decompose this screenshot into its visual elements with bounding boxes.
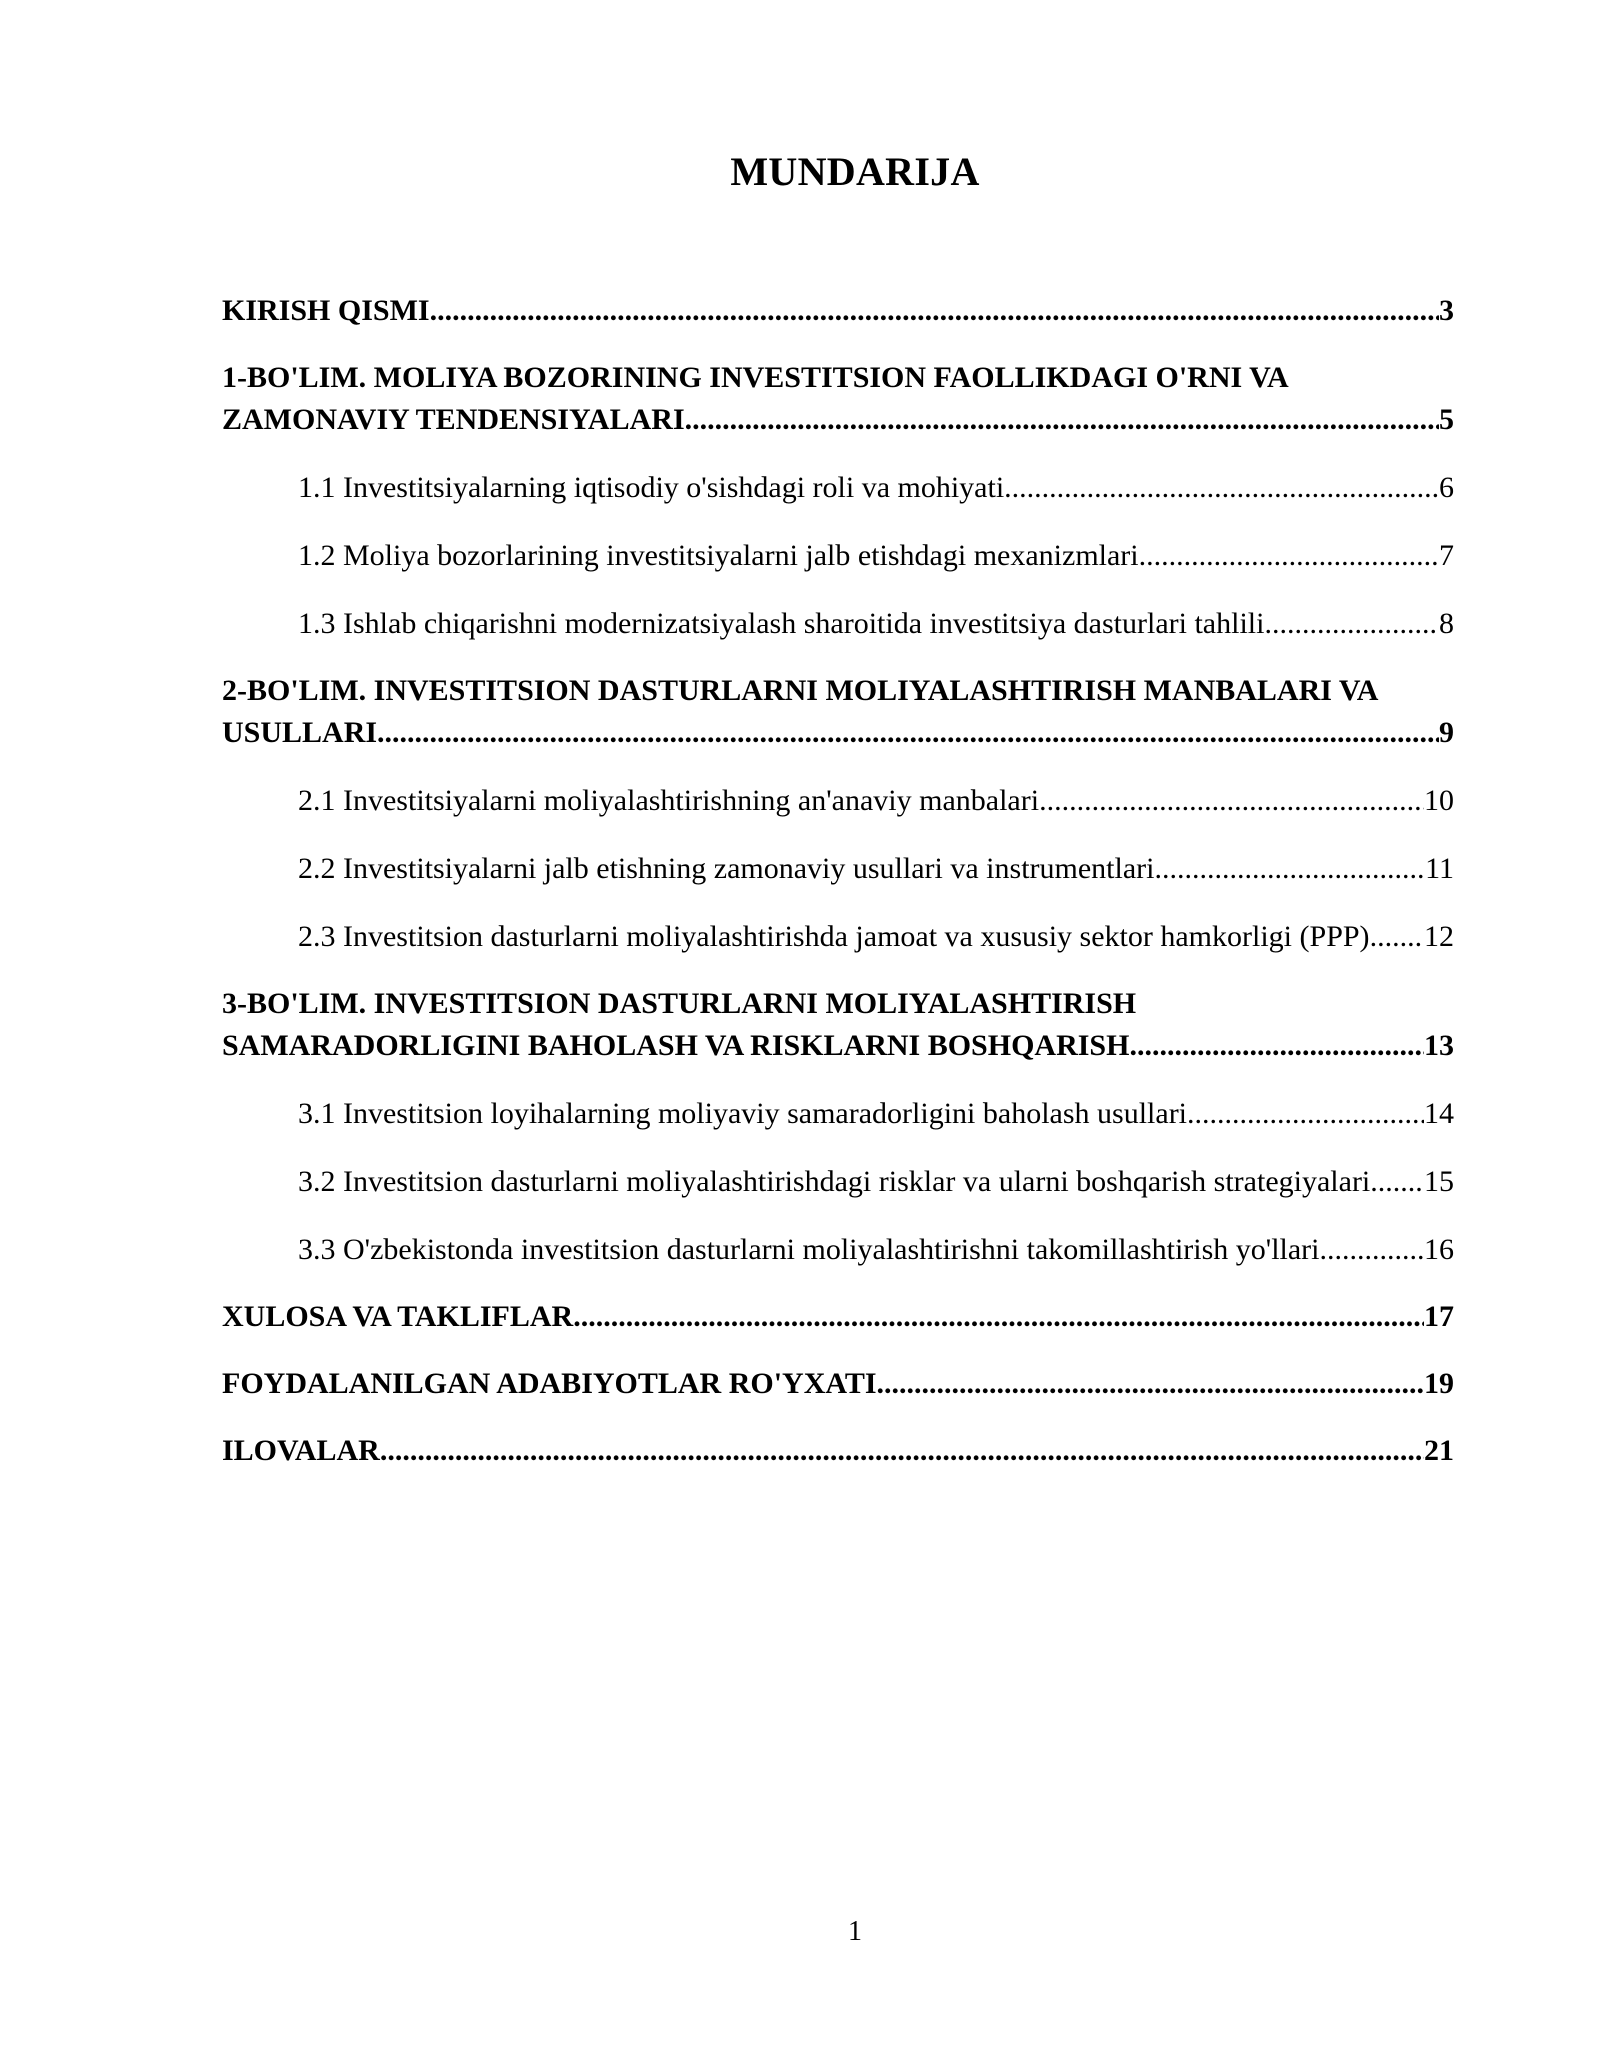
toc-entry-text: KIRISH QISMI	[222, 294, 430, 327]
toc-entry-2-2[interactable]	[222, 848, 1454, 890]
toc-entry-ilovalar[interactable]	[222, 1430, 1454, 1472]
toc-entry-text: ILOVALAR	[222, 1434, 380, 1467]
toc-entry-text-line1: 3-BO'LIM. INVESTITSION DASTURLARNI MOLIYALASHTIRISH	[222, 987, 1137, 1020]
toc-entry-text: 2.1 Investitsiyalarni moliyalashtirishning an'anaviy manbalari	[298, 784, 1040, 817]
toc-page-number: 14	[1424, 1097, 1454, 1130]
toc-leader-dots	[877, 1363, 1424, 1405]
toc-entry-1-1[interactable]	[222, 467, 1454, 509]
toc-entry-1-2[interactable]	[222, 535, 1454, 577]
toc-entry-text: USULLARI	[222, 716, 378, 749]
toc-entry-chapter-1[interactable]	[222, 357, 1454, 441]
toc-entry-xulosa[interactable]	[222, 1296, 1454, 1338]
toc-leader-dots	[1154, 848, 1425, 890]
toc-entry-3-2[interactable]	[222, 1161, 1454, 1203]
toc-entry-chapter-2[interactable]	[222, 670, 1454, 754]
toc-entry-kirish[interactable]	[222, 290, 1454, 332]
toc-entry-text: 1.1 Investitsiyalarning iqtisodiy o'sishdagi roli va mohiyati	[298, 471, 1005, 504]
toc-entry-adabiyotlar[interactable]	[222, 1363, 1454, 1405]
toc-entry-2-3[interactable]	[222, 916, 1454, 958]
toc-page-number: 15	[1424, 1165, 1454, 1198]
toc-entry-text: 3.3 O'zbekistonda investitsion dasturlarni moliyalashtirishni takomillashtirish yo'llari	[298, 1233, 1320, 1266]
toc-page-number: 7	[1439, 539, 1454, 572]
toc-leader-dots	[380, 1430, 1424, 1472]
toc-leader-dots	[685, 399, 1439, 441]
toc-leader-dots	[1139, 535, 1439, 577]
toc-page-number: 3	[1439, 294, 1454, 327]
toc-leader-dots	[430, 290, 1439, 332]
toc-entry-1-3[interactable]	[222, 603, 1454, 645]
toc-entry-text-line1: 2-BO'LIM. INVESTITSION DASTURLARNI MOLIYALASHTIRISH MANBALARI VA	[222, 674, 1379, 707]
toc-page-number: 8	[1439, 607, 1454, 640]
toc-leader-dots	[1264, 603, 1439, 645]
toc-page-number: 19	[1424, 1367, 1454, 1400]
page-number: 1	[848, 1916, 862, 1947]
toc-leader-dots	[1039, 780, 1424, 822]
toc-entry-2-1[interactable]	[222, 780, 1454, 822]
toc-page-number: 12	[1424, 920, 1454, 953]
toc-entry-text: 1.3 Ishlab chiqarishni modernizatsiyalash sharoitida investitsiya dasturlari tahlili	[298, 607, 1265, 640]
toc-leader-dots	[1320, 1229, 1424, 1271]
toc-page-number: 11	[1425, 852, 1454, 885]
toc-page-number: 13	[1424, 1029, 1454, 1062]
toc-entry-3-3[interactable]	[222, 1229, 1454, 1271]
toc-page-number: 6	[1439, 471, 1454, 504]
toc-leader-dots	[1187, 1093, 1424, 1135]
toc-entry-text: ZAMONAVIY TENDENSIYALARI	[222, 403, 685, 436]
toc-entry-text: 3.2 Investitsion dasturlarni moliyalashtirishdagi risklar va ularni boshqarish strategiyalari	[298, 1165, 1371, 1198]
toc-page-number: 5	[1439, 403, 1454, 436]
toc-leader-dots	[1370, 916, 1424, 958]
toc-entry-text-line1: 1-BO'LIM. MOLIYA BOZORINING INVESTITSION FAOLLIKDAGI O'RNI VA	[222, 361, 1289, 394]
toc-leader-dots	[1129, 1025, 1424, 1067]
toc-leader-dots	[377, 712, 1439, 754]
toc-page-number: 10	[1424, 784, 1454, 817]
toc-leader-dots	[1004, 467, 1439, 509]
toc-entry-text: 2.2 Investitsiyalarni jalb etishning zamonaviy usullari va instrumentlari	[298, 852, 1155, 885]
toc-page-number: 9	[1439, 716, 1454, 749]
toc-page-number: 16	[1424, 1233, 1454, 1266]
toc-page-number: 17	[1424, 1300, 1454, 1333]
toc-page-number: 21	[1424, 1434, 1454, 1467]
toc-leader-dots	[573, 1296, 1424, 1338]
toc-entry-chapter-3[interactable]	[222, 983, 1454, 1067]
toc-entry-text: XULOSA VA TAKLIFLAR	[222, 1300, 574, 1333]
toc-entry-text: 1.2 Moliya bozorlarining investitsiyalarni jalb etishdagi mexanizmlari	[298, 539, 1139, 572]
toc-entry-text: 2.3 Investitsion dasturlarni moliyalashtirishda jamoat va xususiy sektor hamkorligi (PPP)	[298, 920, 1370, 953]
toc-entry-text: 3.1 Investitsion loyihalarning moliyaviy samaradorligini baholash usullari	[298, 1097, 1188, 1130]
toc-entry-3-1[interactable]	[222, 1093, 1454, 1135]
toc-entry-text: SAMARADORLIGINI BAHOLASH VA RISKLARNI BOSHQARISH	[222, 1029, 1130, 1062]
table-of-contents	[222, 290, 1454, 1472]
toc-entry-text: FOYDALANILGAN ADABIYOTLAR RO'YXATI	[222, 1367, 877, 1400]
toc-leader-dots	[1370, 1161, 1424, 1203]
page-title: MUNDARIJA	[730, 149, 980, 194]
